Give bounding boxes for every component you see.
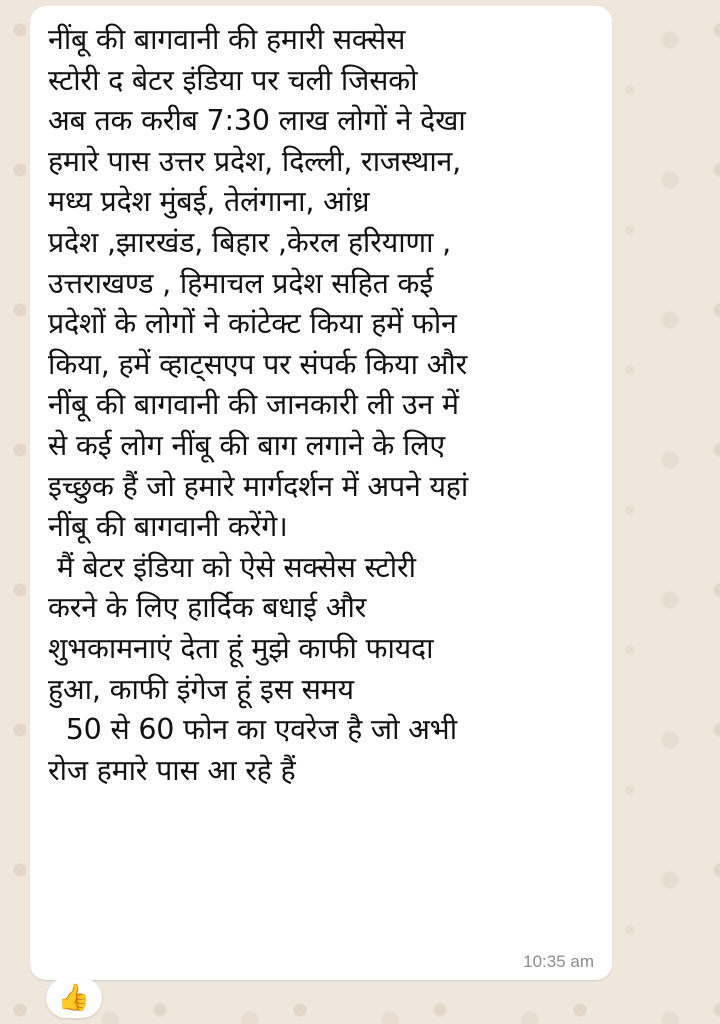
reaction-badge[interactable] bbox=[46, 978, 102, 1018]
message-text: नींबू की बागवानी की हमारी सक्सेस स्टोरी द बेटर इंडिया पर चली जिसको अब तक करीब 7:30 लाख लोगों ने देखा हमारे पास उत्तर प्रदेश, दिल्ली, राजस्थान, मध्य प्रदेश मुंबई, तेलंगाना, आंध्र प्रदेश ,झारखंड, बिहार ,केरल हरियाणा , उत्तराखण्ड , हिमाचल प्रदेश सहित कई प्रदेशों के लोगों ने कांटेक्ट किया हमें फोन किया, हमें व्हाट्सएप पर संपर्क किया और नींबू की बागवानी की जानकारी ली उन में से कई लोग नींबू की बाग लगाने के लिए इच्छुक हैं जो हमारे मार्गदर्शन में अपने यहां नींबू की बागवानी करेंगे। मैं बेटर इंडिया को ऐसे सक्सेस स्टोरी करने के लिए हार्दिक बधाई और शुभकामनाएं देता हूं मुझे काफी फायदा हुआ, काफी इंगेज हूं इस समय 50 से 60 फोन का एवरेज है जो अभी रोज हमारे पास आ रहे हैं bbox=[48, 23, 469, 787]
message-timestamp: 10:35 am bbox=[523, 952, 594, 971]
message-bubble[interactable] bbox=[30, 6, 612, 980]
thumbs-up-icon: 👍 bbox=[57, 983, 91, 1013]
